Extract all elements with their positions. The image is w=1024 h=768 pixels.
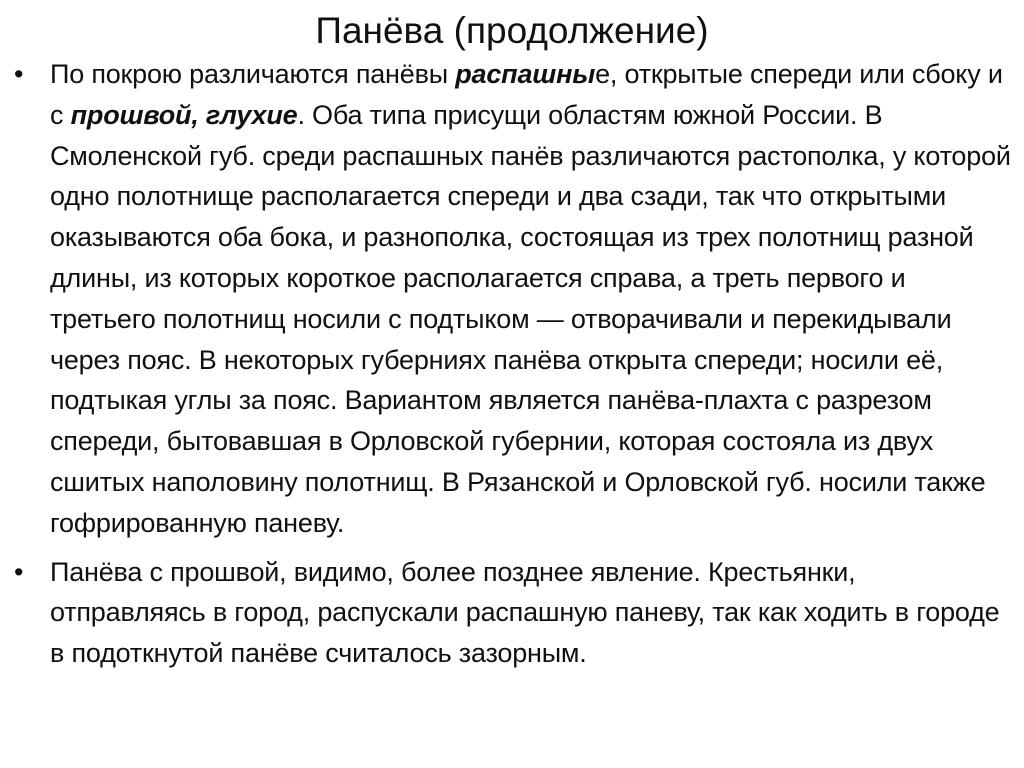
bullet-list	[14, 54, 1014, 674]
slide-title: Панёва (продолжение)	[315, 10, 709, 51]
bullet-2-text: Панёва с прошвой, видимо, более позднее явление. Крестьянки, отправляясь в город, распускали распашную паневу, так как ходить в городе в подоткнутой панёве считалось зазорным.	[50, 556, 1000, 669]
bullet-icon: •	[14, 556, 24, 587]
bullet-item-2	[14, 552, 1014, 674]
bullet-1-emphasis-proshvoy: прошвой, глухие	[70, 99, 298, 130]
bullet-icon: •	[14, 59, 24, 89]
bullet-item-1	[14, 54, 1014, 544]
bullet-1-text-c: . Оба типа присущи областям южной России. В Смоленской губ. среди распашных панёв различаются растополка, у которой одно полотнище располагается спереди и два сзади, так что открытыми оказываются оба бока, и разнополка, состоящая из трех полотнищ разной длины, из которых короткое располагается справа, а треть первого и третьего полотнищ носили с подтыком — отворачивали и перекидывали через пояс. В некоторых губерниях панёва открыта спереди; носили её, подтыкая углы за пояс. Вариантом является панёва-плахта с разрезом спереди, бытовавшая в Орловской губернии, которая состояла из двух сшитых наполовину полотнищ. В Рязанской и Орловской губ. носили также гофрированную паневу.	[50, 99, 1011, 538]
bullet-1-text-a: По покрою различаются панёвы	[50, 59, 456, 89]
bullet-1-emphasis-raspashny: распашны	[455, 59, 596, 89]
bullet-1-text-b: е, открытые спереди или сбоку и с	[50, 59, 1003, 130]
